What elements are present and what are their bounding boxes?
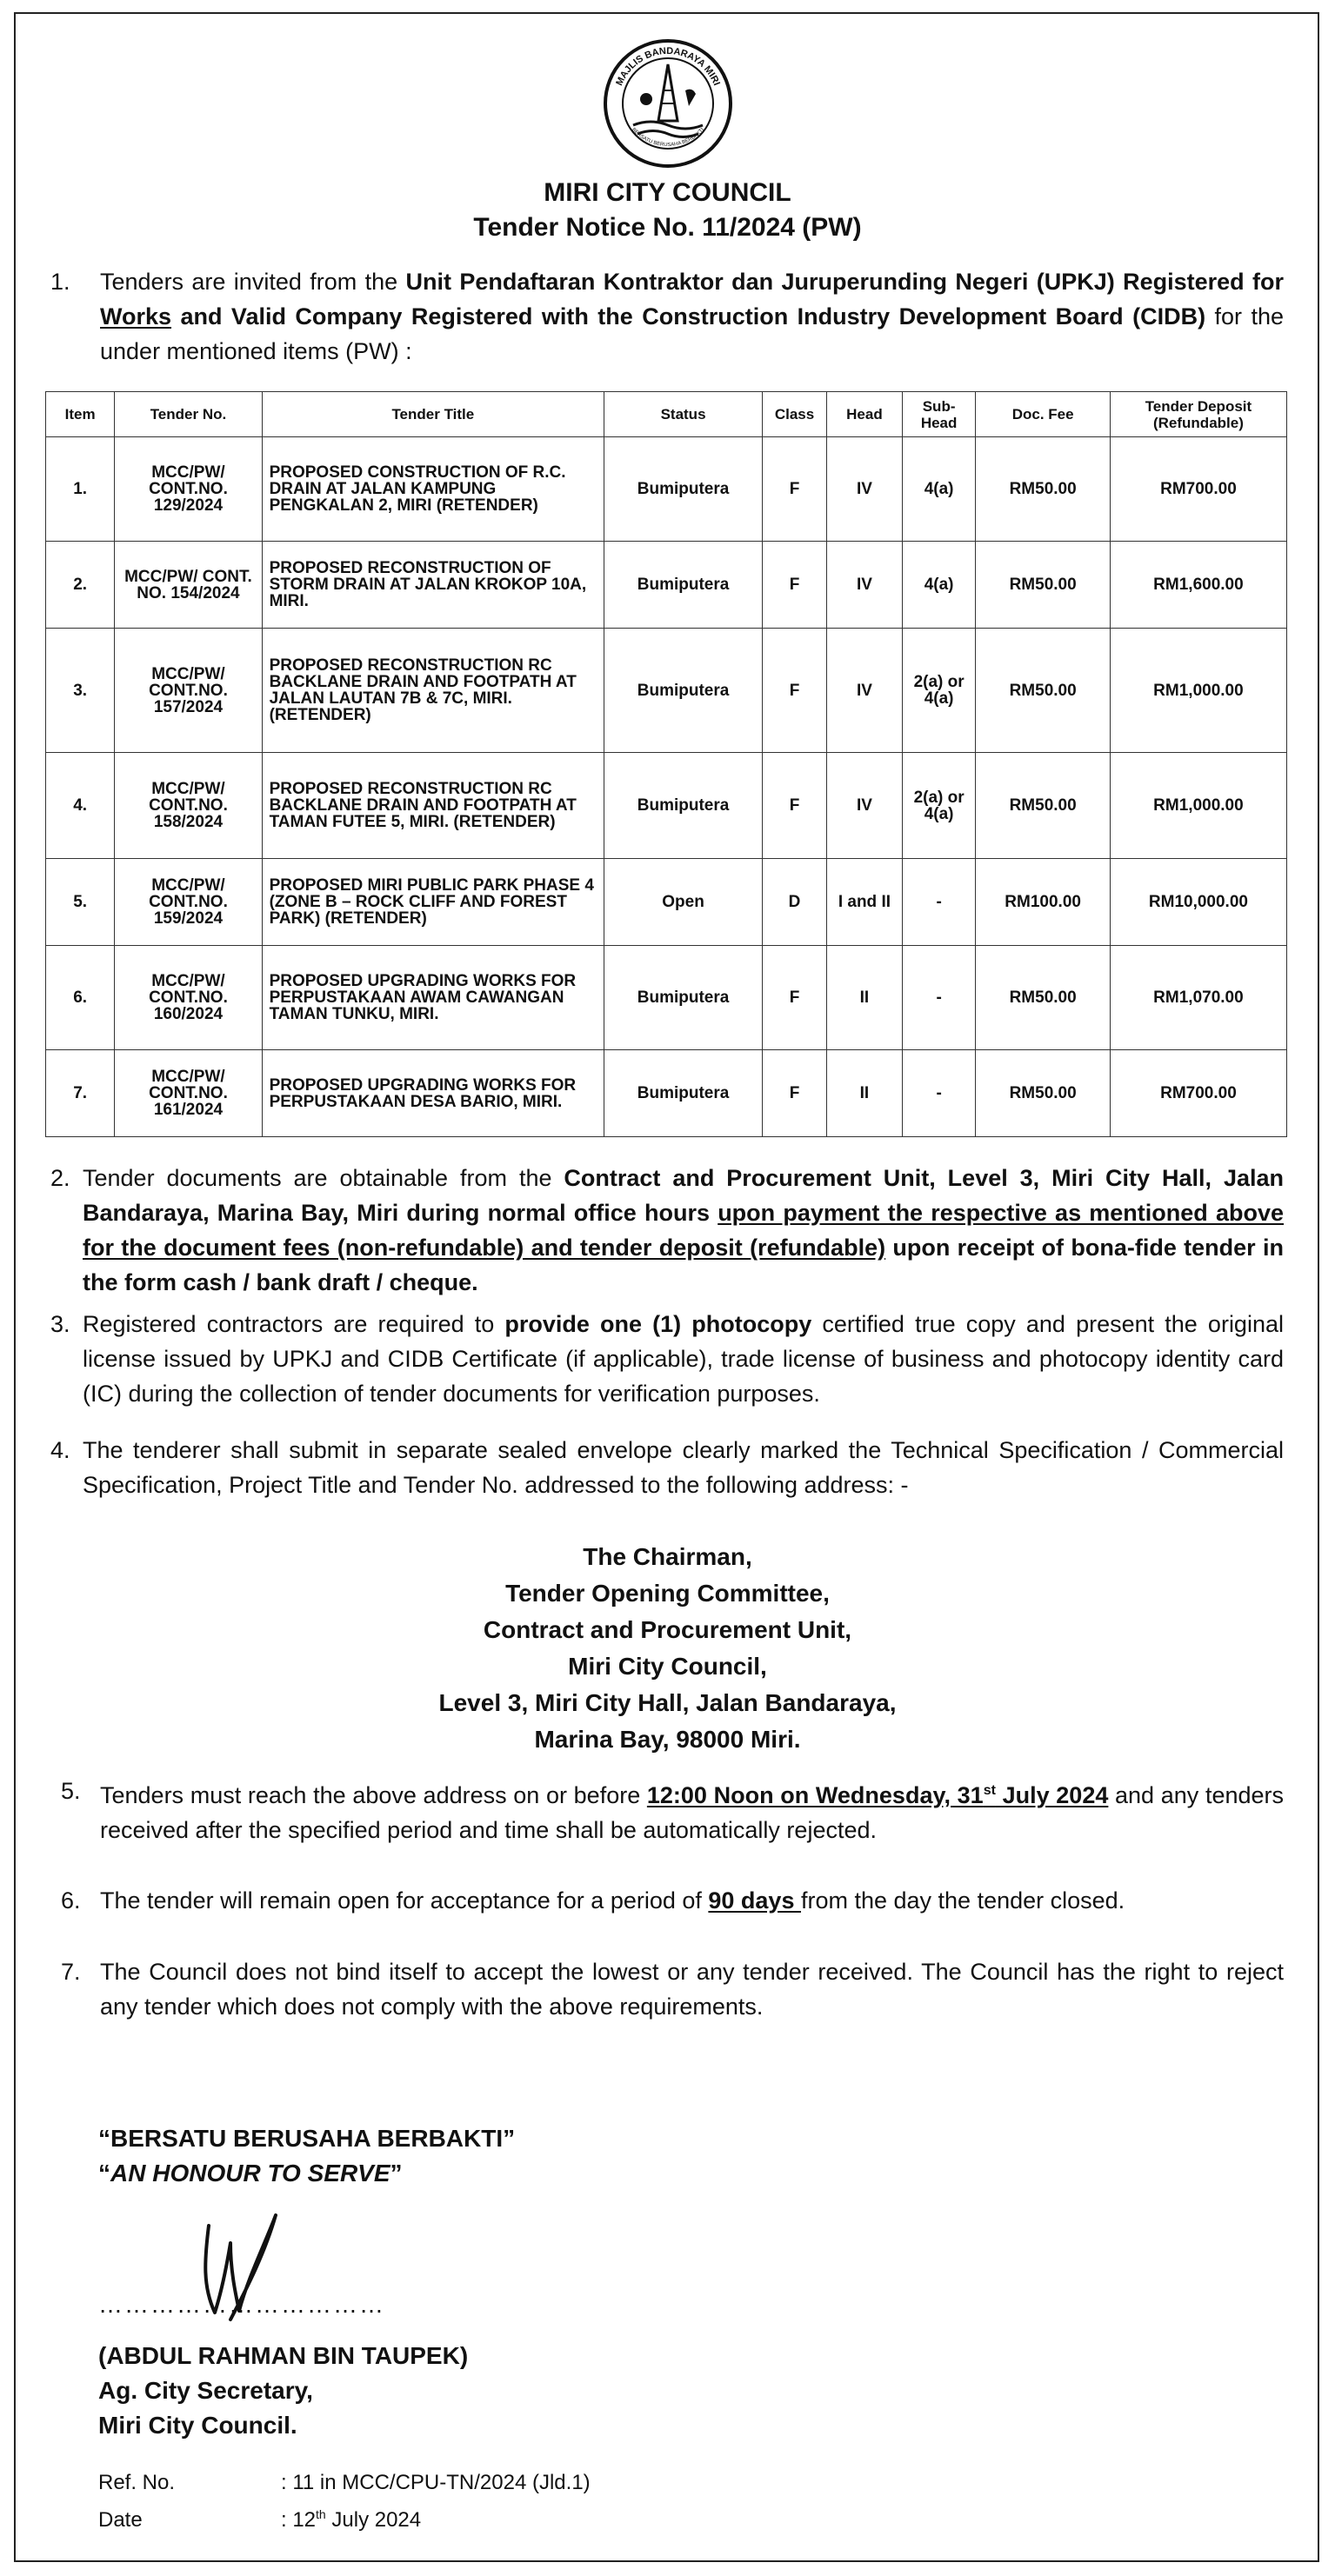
date-line: Date : 12th July 2024 — [98, 2507, 422, 2532]
signatory-block — [98, 2339, 468, 2443]
table-row — [46, 542, 1287, 629]
cell-deposit: RM1,600.00 — [1110, 542, 1286, 629]
cell-title: PROPOSED CONSTRUCTION OF R.C. DRAIN AT JALAN KAMPUNG PENGKALAN 2, MIRI (RETENDER) — [262, 437, 604, 542]
cell-status: Bumiputera — [604, 629, 763, 753]
cell-doc-fee: RM50.00 — [976, 542, 1110, 629]
text: The tender will remain open for acceptance for a period of — [100, 1887, 709, 1914]
cell-title: PROPOSED UPGRADING WORKS FOR PERPUSTAKAAN DESA BARIO, MIRI. — [262, 1050, 604, 1137]
paragraph-3 — [50, 1307, 1284, 1411]
signature-line: …………………………… — [98, 2291, 385, 2318]
header-tender-title: Tender Title — [262, 392, 604, 437]
table-row — [46, 946, 1287, 1050]
cell-item: 7. — [46, 1050, 115, 1137]
cell-status: Bumiputera — [604, 1050, 763, 1137]
text: and any tenders received after the specified period and time shall be automatically rejected. — [100, 1782, 1285, 1843]
address-line: Contract and Procurement Unit, — [483, 1616, 852, 1643]
cell-sub-head: 4(a) — [902, 542, 976, 629]
paragraph-number: 7. — [61, 1959, 81, 1985]
miri-city-council-seal — [603, 38, 733, 169]
signatory-name: (ABDUL RAHMAN BIN TAUPEK) — [98, 2342, 469, 2369]
cell-doc-fee: RM50.00 — [976, 753, 1110, 859]
cell-doc-fee: RM50.00 — [976, 437, 1110, 542]
ref-number-line: Ref. No. : 11 in MCC/CPU-TN/2024 (Jld.1) — [98, 2471, 591, 2494]
cell-class: F — [763, 1050, 827, 1137]
bold-text: provide one (1) photocopy — [504, 1311, 812, 1337]
cell-sub-head: 2(a) or 4(a) — [902, 629, 976, 753]
cell-deposit: RM1,000.00 — [1110, 629, 1286, 753]
underlined-text: Works — [100, 303, 172, 329]
table-row — [46, 629, 1287, 753]
bold-text: Contract and Procurement Unit, Level 3, Miri City Hall, Jalan Bandaraya, Marina Bay, Miri during normal office hours — [83, 1165, 1284, 1226]
paragraph-1 — [50, 264, 1284, 369]
header-class: Class — [763, 392, 827, 437]
header-tender-no: Tender No. — [115, 392, 262, 437]
cell-title: PROPOSED RECONSTRUCTION RC BACKLANE DRAIN AND FOOTPATH AT TAMAN FUTEE 5, MIRI. (RETENDER) — [262, 753, 604, 859]
text: Tender documents are obtainable from the — [83, 1165, 564, 1191]
cell-status: Bumiputera — [604, 437, 763, 542]
text: The tenderer shall submit in separate sealed envelope clearly marked the Technical Specification / Commercial Specification, Project Title and Tender No. addressed to the following address: - — [83, 1437, 1284, 1498]
cell-class: F — [763, 946, 827, 1050]
cell-deposit: RM700.00 — [1110, 437, 1286, 542]
cell-head: IV — [827, 629, 903, 753]
signatory-title: Ag. City Secretary, — [98, 2377, 313, 2404]
cell-status: Bumiputera — [604, 542, 763, 629]
paragraph-6 — [61, 1883, 1284, 1918]
cell-sub-head: - — [902, 946, 976, 1050]
council-motto — [98, 2121, 515, 2191]
cell-head: IV — [827, 542, 903, 629]
cell-tender-no: MCC/PW/ CONT.NO. 157/2024 — [115, 629, 262, 753]
cell-sub-head: 2(a) or 4(a) — [902, 753, 976, 859]
cell-item: 1. — [46, 437, 115, 542]
text: Tenders must reach the above address on or before — [100, 1782, 647, 1808]
paragraph-number: 4. — [50, 1437, 70, 1463]
cell-sub-head: - — [902, 859, 976, 946]
cell-sub-head: - — [902, 1050, 976, 1137]
cell-tender-no: MCC/PW/ CONT.NO. 159/2024 — [115, 859, 262, 946]
cell-class: D — [763, 859, 827, 946]
reference-block — [98, 2467, 591, 2536]
table-row — [46, 1050, 1287, 1137]
cell-item: 4. — [46, 753, 115, 859]
text: for the under mentioned items (PW) : — [100, 303, 1284, 364]
cell-doc-fee: RM50.00 — [976, 1050, 1110, 1137]
underlined-text: upon payment the respective as mentioned above for the document fees (non-refundable) and tender deposit (refundable) — [83, 1200, 1285, 1261]
address-line: Marina Bay, 98000 Miri. — [534, 1726, 801, 1753]
motto-line-2: “AN HONOUR TO SERVE” — [98, 2160, 403, 2187]
cell-head: IV — [827, 437, 903, 542]
signatory-org: Miri City Council. — [98, 2412, 297, 2439]
cell-title: PROPOSED MIRI PUBLIC PARK PHASE 4 (ZONE B – ROCK CLIFF AND FOREST PARK) (RETENDER) — [262, 859, 604, 946]
cell-tender-no: MCC/PW/ CONT. NO. 154/2024 — [115, 542, 262, 629]
bold-text: and Valid Company Registered with the Construction Industry Development Board (CIDB) — [171, 303, 1206, 329]
submission-address — [0, 1539, 1335, 1758]
svg-text:BERSATU BERUSAHA BERBAKTI: BERSATU BERUSAHA BERBAKTI — [631, 127, 705, 149]
paragraph-number: 6. — [61, 1887, 81, 1914]
paragraph-5 — [61, 1774, 1284, 1847]
paragraph-number: 2. — [50, 1165, 70, 1191]
cell-item: 5. — [46, 859, 115, 946]
cell-deposit: RM1,000.00 — [1110, 753, 1286, 859]
motto-line-1: “BERSATU BERUSAHA BERBAKTI” — [98, 2125, 516, 2152]
cell-deposit: RM10,000.00 — [1110, 859, 1286, 946]
cell-title: PROPOSED UPGRADING WORKS FOR PERPUSTAKAAN AWAM CAWANGAN TAMAN TUNKU, MIRI. — [262, 946, 604, 1050]
cell-deposit: RM1,070.00 — [1110, 946, 1286, 1050]
cell-doc-fee: RM50.00 — [976, 629, 1110, 753]
council-name: MIRI CITY COUNCIL — [544, 178, 791, 207]
notice-header — [0, 176, 1335, 245]
bold-text: upon receipt of bona-fide tender in the form cash / bank draft / cheque. — [83, 1235, 1284, 1295]
cell-tender-no: MCC/PW/ CONT.NO. 129/2024 — [115, 437, 262, 542]
header-sub-head: Sub-Head — [902, 392, 976, 437]
table-header-row — [46, 392, 1287, 437]
address-line: The Chairman, — [583, 1543, 752, 1570]
notice-number: Tender Notice No. 11/2024 (PW) — [473, 213, 862, 242]
cell-class: F — [763, 542, 827, 629]
text: Tenders are invited from the — [100, 269, 406, 295]
paragraph-number: 3. — [50, 1311, 70, 1337]
table-row — [46, 437, 1287, 542]
cell-head: II — [827, 1050, 903, 1137]
header-head: Head — [827, 392, 903, 437]
cell-title: PROPOSED RECONSTRUCTION RC BACKLANE DRAIN AND FOOTPATH AT JALAN LAUTAN 7B & 7C, MIRI. (RETENDER) — [262, 629, 604, 753]
text: from the day the tender closed. — [800, 1887, 1125, 1914]
text: The Council does not bind itself to accept the lowest or any tender received. The Council has the right to reject any tender which does not comply with the above requirements. — [100, 1959, 1284, 2020]
bold-text: Unit Pendaftaran Kontraktor dan Juruperunding Negeri (UPKJ) Registered for — [405, 269, 1284, 295]
paragraph-2 — [50, 1161, 1284, 1300]
address-line: Miri City Council, — [568, 1653, 767, 1680]
cell-tender-no: MCC/PW/ CONT.NO. 160/2024 — [115, 946, 262, 1050]
cell-item: 2. — [46, 542, 115, 629]
cell-title: PROPOSED RECONSTRUCTION OF STORM DRAIN AT JALAN KROKOP 10A, MIRI. — [262, 542, 604, 629]
paragraph-number: 1. — [50, 269, 70, 295]
cell-class: F — [763, 629, 827, 753]
address-line: Tender Opening Committee, — [505, 1580, 830, 1607]
cell-deposit: RM700.00 — [1110, 1050, 1286, 1137]
paragraph-number: 5. — [61, 1778, 81, 1804]
table-row — [46, 859, 1287, 946]
cell-item: 6. — [46, 946, 115, 1050]
cell-tender-no: MCC/PW/ CONT.NO. 161/2024 — [115, 1050, 262, 1137]
header-doc-fee: Doc. Fee — [976, 392, 1110, 437]
cell-status: Open — [604, 859, 763, 946]
address-line: Level 3, Miri City Hall, Jalan Bandaraya, — [438, 1689, 897, 1716]
cell-head: II — [827, 946, 903, 1050]
paragraph-7 — [61, 1954, 1284, 2024]
underlined-text: 90 days — [708, 1887, 801, 1914]
cell-class: F — [763, 437, 827, 542]
cell-item: 3. — [46, 629, 115, 753]
svg-text:MAJLIS BANDARAYA MIRI: MAJLIS BANDARAYA MIRI — [614, 45, 722, 88]
cell-tender-no: MCC/PW/ CONT.NO. 158/2024 — [115, 753, 262, 859]
cell-doc-fee: RM50.00 — [976, 946, 1110, 1050]
header-item: Item — [46, 392, 115, 437]
header-deposit: Tender Deposit (Refundable) — [1110, 392, 1286, 437]
tender-table — [45, 391, 1287, 1137]
cell-sub-head: 4(a) — [902, 437, 976, 542]
cell-doc-fee: RM100.00 — [976, 859, 1110, 946]
text: Registered contractors are required to — [83, 1311, 505, 1337]
text: certified true copy and present the original license issued by UPKJ and CIDB Certificate (if applicable), trade license of business and photocopy identity card (IC) during the collection of tender documents for verification purposes. — [83, 1311, 1284, 1407]
cell-status: Bumiputera — [604, 753, 763, 859]
cell-class: F — [763, 753, 827, 859]
cell-head: I and II — [827, 859, 903, 946]
cell-head: IV — [827, 753, 903, 859]
header-status: Status — [604, 392, 763, 437]
deadline-text: 12:00 Noon on Wednesday, 31st July 2024 — [646, 1782, 1109, 1808]
paragraph-4 — [50, 1433, 1284, 1502]
table-row — [46, 753, 1287, 859]
cell-status: Bumiputera — [604, 946, 763, 1050]
